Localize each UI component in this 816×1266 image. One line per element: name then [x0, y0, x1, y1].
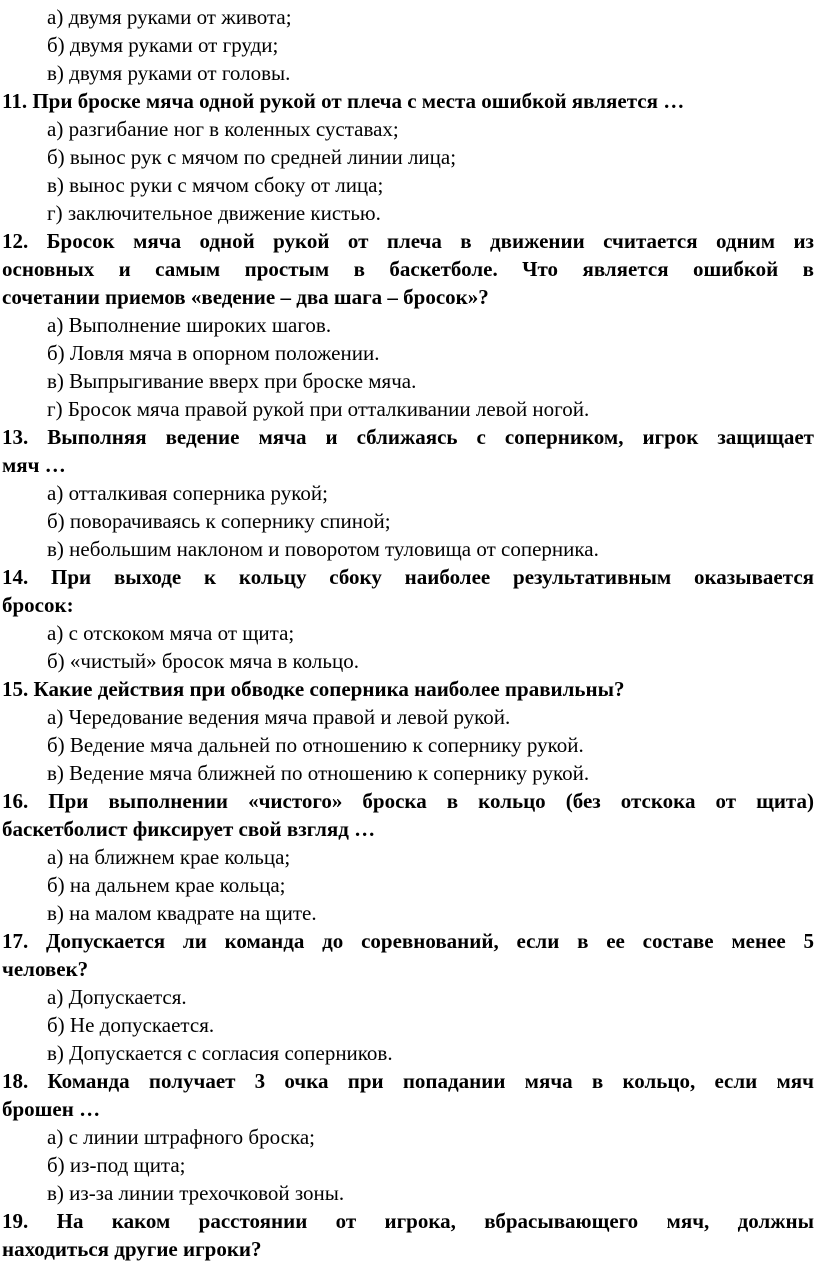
answer-option: в) небольшим наклоном и поворотом туловища от соперника.	[47, 537, 599, 561]
answer-option: б) «чистый» бросок мяча в кольцо.	[47, 649, 359, 673]
question-text: 14. При выходе к кольцу сбоку наиболее результативным оказывается	[2, 565, 814, 589]
answer-option: а) отталкивая соперника рукой;	[47, 481, 328, 505]
answer-option: б) Ловля мяча в опорном положении.	[47, 341, 380, 365]
answer-option: г) Бросок мяча правой рукой при отталкивании левой ногой.	[47, 397, 590, 421]
question-text: 17. Допускается ли команда до соревнований, если в ее составе менее 5	[2, 929, 814, 953]
question-text: 16. При выполнении «чистого» броска в кольцо (без отскока от щита)	[2, 789, 814, 813]
answer-option: в) Выпрыгивание вверх при броске мяча.	[47, 369, 417, 393]
answer-option: б) вынос рук с мячом по средней линии лица;	[47, 145, 457, 169]
answer-option: а) с отскоком мяча от щита;	[47, 621, 295, 645]
answer-option: б) Ведение мяча дальней по отношению к сопернику рукой.	[47, 733, 584, 757]
question-text: основных и самым простым в баскетболе. Что является ошибкой в	[2, 257, 814, 281]
question-text: брошен …	[2, 1097, 101, 1121]
answer-option: в) на малом квадрате на щите.	[47, 901, 317, 925]
question-text: сочетании приемов «ведение – два шага – бросок»?	[2, 285, 489, 309]
answer-option: а) Выполнение широких шагов.	[47, 313, 332, 337]
question-text: 13. Выполняя ведение мяча и сближаясь с соперником, игрок защищает	[2, 425, 814, 449]
answer-option: а) разгибание ног в коленных суставах;	[47, 117, 399, 141]
answer-option: б) на дальнем крае кольца;	[47, 873, 286, 897]
question-text: бросок:	[2, 593, 74, 617]
answer-option: б) Не допускается.	[47, 1013, 215, 1037]
answer-option: в) из-за линии трехочковой зоны.	[47, 1181, 345, 1205]
answer-option: а) двумя руками от живота;	[47, 5, 292, 29]
answer-option: а) с линии штрафного броска;	[47, 1125, 315, 1149]
question-text: человек?	[2, 957, 89, 981]
question-text: 11. При броске мяча одной рукой от плеча с места ошибкой является …	[2, 89, 685, 113]
question-text: мяч …	[2, 453, 66, 477]
answer-option: б) двумя руками от груди;	[47, 33, 279, 57]
answer-option: г) заключительное движение кистью.	[47, 201, 381, 225]
question-text: 15. Какие действия при обводке соперника наиболее правильны?	[2, 677, 625, 701]
answer-option: в) двумя руками от головы.	[47, 61, 291, 85]
question-text: 19. На каком расстоянии от игрока, вбрасывающего мяч, должны	[2, 1209, 814, 1233]
answer-option: в) Допускается с согласия соперников.	[47, 1041, 393, 1065]
answer-option: а) Чередование ведения мяча правой и левой рукой.	[47, 705, 511, 729]
question-text: 12. Бросок мяча одной рукой от плеча в движении считается одним из	[2, 229, 814, 253]
answer-option: в) Ведение мяча ближней по отношению к сопернику рукой.	[47, 761, 590, 785]
answer-option: а) на ближнем крае кольца;	[47, 845, 291, 869]
answer-option: б) из-под щита;	[47, 1153, 186, 1177]
question-text: 18. Команда получает 3 очка при попадании мяча в кольцо, если мяч	[2, 1069, 814, 1093]
answer-option: б) поворачиваясь к сопернику спиной;	[47, 509, 391, 533]
question-text: баскетболист фиксирует свой взгляд …	[2, 817, 376, 841]
answer-option: а) Допускается.	[47, 985, 187, 1009]
answer-option: в) вынос руки с мячом сбоку от лица;	[47, 173, 384, 197]
question-text: находиться другие игроки?	[2, 1237, 262, 1261]
